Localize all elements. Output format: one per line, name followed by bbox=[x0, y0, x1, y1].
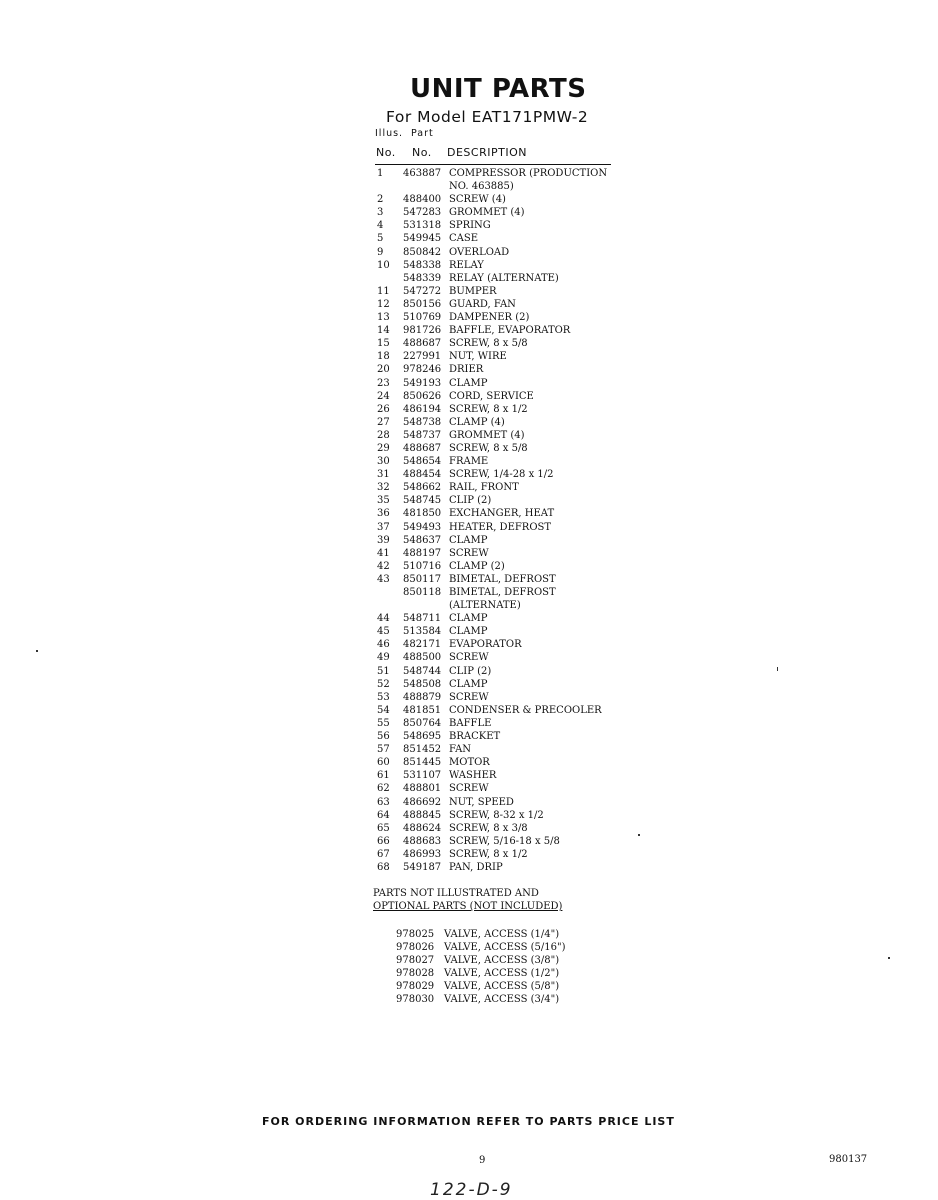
illus-number: 18 bbox=[377, 351, 390, 363]
parts-row bbox=[374, 638, 634, 651]
illus-number: 29 bbox=[377, 442, 390, 454]
illus-number: 61 bbox=[377, 770, 390, 782]
part-number: 488879 bbox=[403, 691, 442, 703]
illus-number: 3 bbox=[377, 207, 384, 219]
parts-row bbox=[374, 350, 634, 363]
part-number: 547283 bbox=[403, 207, 442, 219]
part-description: FAN bbox=[449, 744, 472, 756]
part-number: 488683 bbox=[403, 835, 442, 847]
parts-row bbox=[374, 625, 634, 638]
optional-parts-row bbox=[396, 941, 626, 954]
part-description: VALVE, ACCESS (5/16") bbox=[444, 942, 566, 954]
part-number: 548662 bbox=[403, 482, 442, 494]
part-description: BRACKET bbox=[449, 731, 501, 743]
part-number: 510716 bbox=[403, 560, 442, 572]
part-description: CLAMP bbox=[449, 377, 488, 389]
parts-row bbox=[374, 180, 634, 193]
part-description: EXCHANGER, HEAT bbox=[449, 508, 555, 520]
part-description: GUARD, FAN bbox=[449, 298, 516, 310]
parts-row bbox=[374, 403, 634, 416]
parts-row bbox=[374, 835, 634, 848]
part-description: SCREW bbox=[449, 652, 489, 664]
part-number: 850118 bbox=[403, 587, 442, 598]
illus-number: 60 bbox=[377, 757, 390, 769]
parts-row bbox=[374, 363, 634, 376]
part-number: 549945 bbox=[403, 233, 442, 245]
part-number: 978246 bbox=[403, 364, 442, 376]
part-number: 850626 bbox=[403, 390, 442, 402]
part-description: FRAME bbox=[449, 456, 489, 468]
illus-number: 20 bbox=[377, 364, 390, 376]
optional-parts-row bbox=[396, 980, 626, 993]
illus-number: 36 bbox=[377, 508, 390, 520]
part-number: 548654 bbox=[403, 456, 442, 468]
parts-row bbox=[374, 547, 634, 560]
part-number: 548695 bbox=[403, 731, 442, 743]
part-number: 548338 bbox=[403, 259, 442, 271]
part-number: 488687 bbox=[403, 442, 442, 454]
part-description: WASHER bbox=[449, 770, 497, 782]
part-description: DRIER bbox=[449, 364, 484, 376]
parts-row bbox=[374, 468, 634, 481]
illus-number: 24 bbox=[377, 390, 390, 402]
part-description: SPRING bbox=[449, 220, 491, 232]
illus-number: 52 bbox=[377, 678, 390, 690]
parts-row bbox=[374, 691, 634, 704]
part-number: 486194 bbox=[403, 403, 442, 415]
parts-row bbox=[374, 429, 634, 442]
part-number: 488197 bbox=[403, 547, 442, 559]
parts-row bbox=[374, 232, 634, 245]
scan-speck bbox=[638, 834, 640, 836]
part-description: EVAPORATOR bbox=[449, 639, 522, 651]
parts-row bbox=[374, 272, 634, 285]
part-number: 488454 bbox=[403, 469, 442, 481]
model-subtitle: For Model EAT171PMW-2 bbox=[386, 108, 589, 126]
part-description: VALVE, ACCESS (1/4") bbox=[444, 929, 560, 940]
parts-row bbox=[374, 206, 634, 219]
parts-row bbox=[374, 612, 634, 625]
part-number: 488687 bbox=[403, 338, 442, 350]
illus-number: 44 bbox=[377, 613, 390, 625]
part-description: CASE bbox=[449, 233, 479, 245]
part-description: VALVE, ACCESS (5/8") bbox=[444, 981, 560, 993]
parts-row bbox=[374, 193, 634, 206]
illus-number: 66 bbox=[377, 835, 390, 847]
illus-number: 12 bbox=[377, 298, 390, 310]
optional-parts-row bbox=[396, 993, 626, 1006]
part-number: 851452 bbox=[403, 744, 442, 756]
part-description: BAFFLE bbox=[449, 717, 492, 729]
part-description: CLIP (2) bbox=[449, 495, 492, 507]
part-description: SCREW, 8 x 5/8 bbox=[449, 338, 528, 350]
parts-table bbox=[374, 167, 634, 874]
illus-number: 2 bbox=[377, 194, 384, 206]
part-number: 549193 bbox=[403, 377, 442, 389]
part-description: BIMETAL, DEFROST bbox=[449, 573, 556, 585]
part-description: BUMPER bbox=[449, 285, 497, 297]
part-number: 548637 bbox=[403, 534, 442, 546]
parts-row bbox=[374, 743, 634, 756]
part-description: CLAMP bbox=[449, 613, 488, 625]
illus-number: 49 bbox=[377, 652, 390, 664]
parts-row bbox=[374, 167, 634, 180]
parts-row bbox=[374, 285, 634, 298]
part-number: 549493 bbox=[403, 521, 442, 533]
part-description: PAN, DRIP bbox=[449, 861, 503, 873]
illus-number: 4 bbox=[377, 220, 384, 232]
illus-number: 37 bbox=[377, 521, 390, 533]
part-number: 486993 bbox=[403, 848, 442, 860]
parts-row bbox=[374, 219, 634, 232]
description-header: DESCRIPTION bbox=[447, 146, 527, 159]
illus-number: 54 bbox=[377, 704, 390, 716]
parts-row bbox=[374, 651, 634, 664]
illus-number: 62 bbox=[377, 783, 390, 795]
illus-number: 15 bbox=[377, 338, 390, 350]
part-number: 548711 bbox=[403, 613, 442, 625]
part-description: SCREW, 8 x 1/2 bbox=[449, 848, 528, 860]
part-number: 531318 bbox=[403, 220, 442, 232]
part-number: 513584 bbox=[403, 626, 442, 638]
parts-row bbox=[374, 599, 634, 612]
column-header bbox=[375, 146, 611, 165]
part-number: 548738 bbox=[403, 416, 442, 428]
scan-speck bbox=[888, 957, 890, 959]
part-description: DAMPENER (2) bbox=[449, 312, 530, 324]
part-label: Part bbox=[411, 128, 434, 139]
illus-number: 14 bbox=[377, 325, 390, 337]
parts-row bbox=[374, 481, 634, 494]
illus-number: 41 bbox=[377, 547, 390, 559]
part-number: 547272 bbox=[403, 285, 442, 297]
illus-number: 26 bbox=[377, 403, 390, 415]
parts-row bbox=[374, 809, 634, 822]
part-number: 488400 bbox=[403, 194, 442, 206]
illus-number: 32 bbox=[377, 482, 390, 494]
part-description: CORD, SERVICE bbox=[449, 390, 534, 402]
parts-row bbox=[374, 782, 634, 795]
part-description: VALVE, ACCESS (1/2") bbox=[444, 968, 560, 980]
illus-number: 67 bbox=[377, 848, 390, 860]
illus-number: 65 bbox=[377, 822, 390, 834]
illus-number: 9 bbox=[377, 246, 384, 258]
parts-row bbox=[374, 573, 634, 586]
part-number: 548339 bbox=[403, 272, 442, 284]
parts-row bbox=[374, 678, 634, 691]
part-description: SCREW, 8-32 x 1/2 bbox=[449, 809, 544, 821]
illus-number: 56 bbox=[377, 731, 390, 743]
parts-row bbox=[374, 521, 634, 534]
parts-row bbox=[374, 560, 634, 573]
part-number: 978028 bbox=[396, 968, 435, 980]
part-description: CLAMP bbox=[449, 534, 488, 546]
illus-number: 64 bbox=[377, 809, 390, 821]
illus-number: 11 bbox=[377, 285, 390, 297]
illus-number: 28 bbox=[377, 429, 390, 441]
parts-row bbox=[374, 246, 634, 259]
illus-number: 51 bbox=[377, 665, 390, 677]
parts-notes bbox=[373, 887, 562, 913]
parts-row bbox=[374, 534, 634, 547]
notes-line-1: PARTS NOT ILLUSTRATED AND bbox=[373, 888, 539, 899]
part-description: VALVE, ACCESS (3/4") bbox=[444, 994, 560, 1006]
part-description: SCREW, 1/4-28 x 1/2 bbox=[449, 469, 554, 481]
part-description: RELAY bbox=[449, 259, 484, 271]
part-description: CLAMP (4) bbox=[449, 416, 505, 428]
part-description: OVERLOAD bbox=[449, 246, 510, 258]
parts-row bbox=[374, 769, 634, 782]
parts-row bbox=[374, 822, 634, 835]
part-description: SCREW bbox=[449, 783, 489, 795]
parts-row bbox=[374, 507, 634, 520]
part-number: 549187 bbox=[403, 861, 442, 873]
part-number: 227991 bbox=[403, 351, 442, 363]
illus-no-header: No. bbox=[376, 146, 396, 159]
parts-row bbox=[374, 861, 634, 874]
parts-row bbox=[374, 848, 634, 861]
part-description: BAFFLE, EVAPORATOR bbox=[449, 325, 571, 337]
illus-number: 30 bbox=[377, 456, 390, 468]
part-description: (ALTERNATE) bbox=[449, 600, 521, 612]
illus-number: 57 bbox=[377, 744, 390, 756]
ordering-footer: FOR ORDERING INFORMATION REFER TO PARTS PRICE LIST bbox=[262, 1115, 675, 1128]
optional-parts-row bbox=[396, 967, 626, 980]
illus-number: 63 bbox=[377, 796, 390, 808]
part-description: SCREW bbox=[449, 547, 489, 559]
part-description: CLAMP bbox=[449, 678, 488, 690]
handwritten-note: 122-D-9 bbox=[430, 1180, 513, 1200]
part-number: 488801 bbox=[403, 783, 442, 795]
part-number: 548745 bbox=[403, 495, 442, 507]
part-number: 850117 bbox=[403, 573, 442, 585]
parts-row bbox=[374, 324, 634, 337]
illus-number: 39 bbox=[377, 534, 390, 546]
illus-number: 31 bbox=[377, 469, 390, 481]
illus-number: 45 bbox=[377, 626, 390, 638]
part-number: 531107 bbox=[403, 770, 442, 782]
part-number: 510769 bbox=[403, 312, 442, 324]
part-description: NO. 463885) bbox=[449, 181, 514, 193]
part-description: SCREW, 8 x 1/2 bbox=[449, 403, 528, 415]
optional-parts-table bbox=[396, 928, 626, 1007]
illus-number: 13 bbox=[377, 312, 390, 324]
part-number: 850764 bbox=[403, 717, 442, 729]
scan-speck bbox=[36, 650, 38, 652]
part-description: NUT, WIRE bbox=[449, 351, 507, 363]
parts-row bbox=[374, 796, 634, 809]
parts-row bbox=[374, 337, 634, 350]
illus-number: 35 bbox=[377, 495, 390, 507]
illus-label: Illus. bbox=[375, 128, 404, 139]
parts-row bbox=[374, 455, 634, 468]
part-description: SCREW, 5/16-18 x 5/8 bbox=[449, 835, 560, 847]
illus-number: 68 bbox=[377, 861, 390, 873]
part-description: SCREW, 8 x 3/8 bbox=[449, 822, 528, 834]
part-no-header: No. bbox=[412, 146, 432, 159]
illus-number: 53 bbox=[377, 691, 390, 703]
parts-row bbox=[374, 756, 634, 769]
parts-row bbox=[374, 442, 634, 455]
part-number: 548737 bbox=[403, 429, 442, 441]
page-number: 9 bbox=[479, 1155, 486, 1166]
part-number: 488500 bbox=[403, 652, 442, 664]
part-description: SCREW, 8 x 5/8 bbox=[449, 442, 528, 454]
part-number: 463887 bbox=[403, 168, 442, 179]
part-number: 548508 bbox=[403, 678, 442, 690]
document-number: 980137 bbox=[829, 1154, 868, 1165]
part-number: 548744 bbox=[403, 665, 442, 677]
part-number: 850156 bbox=[403, 298, 442, 310]
part-description: BIMETAL, DEFROST bbox=[449, 587, 556, 598]
optional-parts-row bbox=[396, 954, 626, 967]
parts-row bbox=[374, 311, 634, 324]
parts-row bbox=[374, 717, 634, 730]
notes-line-2: OPTIONAL PARTS (NOT INCLUDED) bbox=[373, 901, 563, 912]
part-number: 978029 bbox=[396, 981, 435, 993]
part-number: 978026 bbox=[396, 942, 435, 954]
illus-number: 10 bbox=[377, 259, 390, 271]
illus-number: 55 bbox=[377, 717, 390, 729]
part-number: 486692 bbox=[403, 796, 442, 808]
parts-row bbox=[374, 494, 634, 507]
part-number: 978027 bbox=[396, 955, 435, 967]
parts-row bbox=[374, 259, 634, 272]
part-description: RELAY (ALTERNATE) bbox=[449, 272, 559, 284]
part-description: CLIP (2) bbox=[449, 665, 492, 677]
parts-row bbox=[374, 665, 634, 678]
part-description: MOTOR bbox=[449, 757, 490, 769]
part-number: 850842 bbox=[403, 246, 442, 258]
illus-number: 5 bbox=[377, 233, 384, 245]
parts-row bbox=[374, 586, 634, 599]
parts-row bbox=[374, 704, 634, 717]
part-description: CONDENSER & PRECOOLER bbox=[449, 704, 602, 716]
part-number: 482171 bbox=[403, 639, 442, 651]
part-description: VALVE, ACCESS (3/8") bbox=[444, 955, 560, 967]
part-description: GROMMET (4) bbox=[449, 429, 525, 441]
illus-number: 42 bbox=[377, 560, 390, 572]
parts-row bbox=[374, 730, 634, 743]
part-number: 978025 bbox=[396, 929, 435, 940]
part-description: RAIL, FRONT bbox=[449, 482, 519, 494]
part-description: NUT, SPEED bbox=[449, 796, 514, 808]
illus-number: 43 bbox=[377, 573, 390, 585]
part-description: CLAMP bbox=[449, 626, 488, 638]
part-number: 488845 bbox=[403, 809, 442, 821]
illus-number: 1 bbox=[377, 168, 384, 179]
parts-row bbox=[374, 377, 634, 390]
scan-speck bbox=[777, 667, 778, 671]
part-description: CLAMP (2) bbox=[449, 560, 505, 572]
optional-parts-row bbox=[396, 928, 626, 941]
illus-number: 46 bbox=[377, 639, 390, 651]
part-number: 481851 bbox=[403, 704, 442, 716]
part-description: SCREW (4) bbox=[449, 194, 506, 206]
part-number: 481850 bbox=[403, 508, 442, 520]
part-number: 851445 bbox=[403, 757, 442, 769]
part-description: SCREW bbox=[449, 691, 489, 703]
part-number: 981726 bbox=[403, 325, 442, 337]
part-description: COMPRESSOR (PRODUCTION bbox=[449, 168, 608, 179]
part-description: HEATER, DEFROST bbox=[449, 521, 552, 533]
parts-row bbox=[374, 416, 634, 429]
part-number: 978030 bbox=[396, 994, 435, 1006]
illus-number: 27 bbox=[377, 416, 390, 428]
part-description: GROMMET (4) bbox=[449, 207, 525, 219]
illus-number: 23 bbox=[377, 377, 390, 389]
parts-row bbox=[374, 390, 634, 403]
part-number: 488624 bbox=[403, 822, 442, 834]
page-title: UNIT PARTS bbox=[410, 74, 587, 104]
parts-row bbox=[374, 298, 634, 311]
